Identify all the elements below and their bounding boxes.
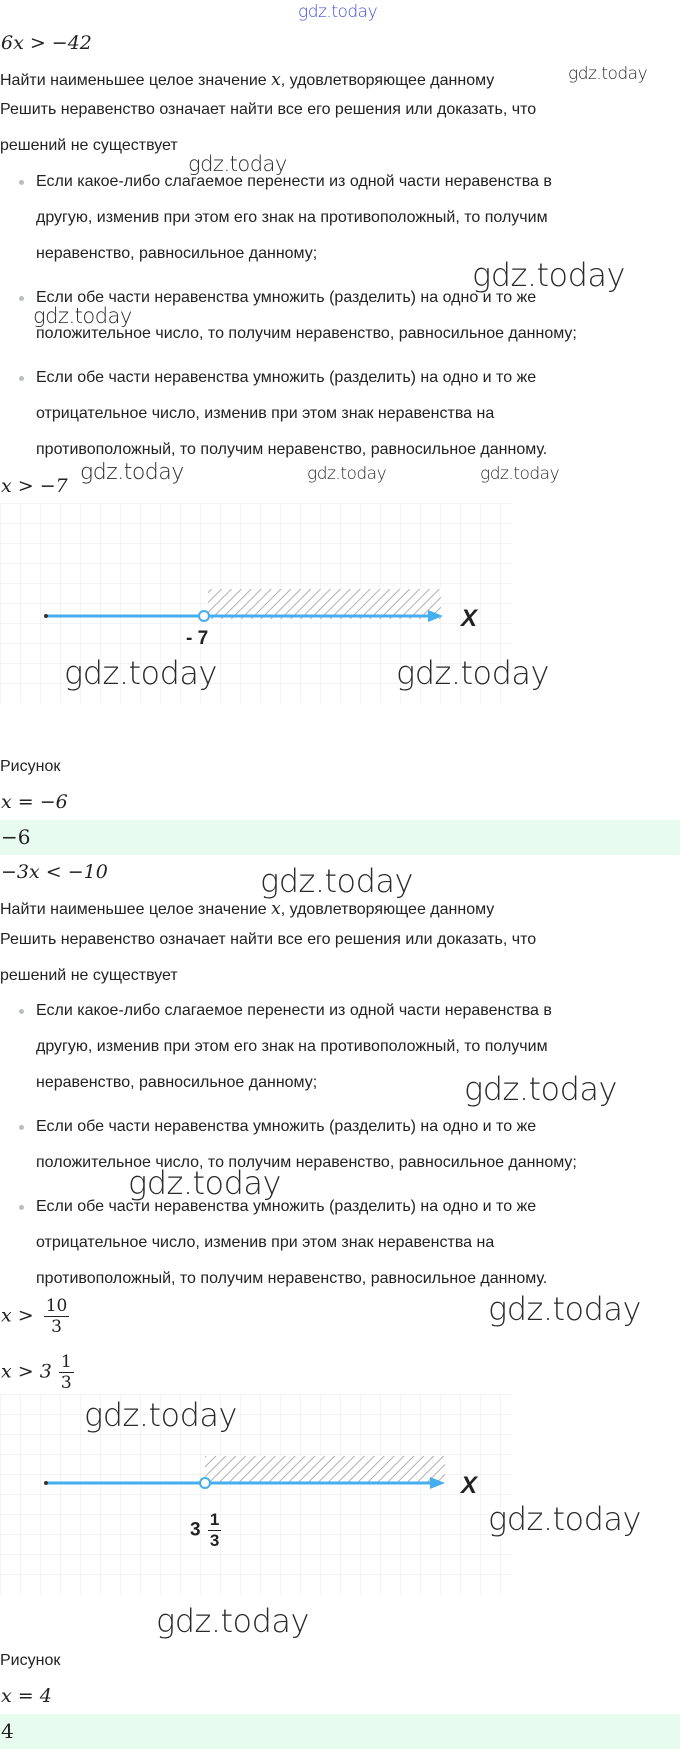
intro-2-line2: решений не существует [0, 967, 178, 984]
intro-1-line1: Решить неравенство означает найти все его решения или доказать, что [0, 101, 537, 118]
watermark: gdz.today [128, 1164, 281, 1202]
grid-background [0, 1394, 512, 1594]
task-1 [0, 70, 494, 90]
number-line-figure-2 [0, 1394, 512, 1594]
watermark: gdz.today [464, 1070, 617, 1108]
watermark: gdz.today [480, 464, 560, 484]
inequality-1: 6x > −42 [1, 32, 92, 54]
answer-box-2 [0, 1714, 680, 1749]
inequality-2: −3x < −10 [1, 861, 108, 883]
watermark: gdz.today [260, 862, 413, 900]
rule-line: Если обе части неравенства умножить (разделить) на одно и то же [36, 289, 537, 306]
fraction-denominator: 3 [209, 1531, 220, 1550]
watermark: gdz.today [156, 1602, 309, 1640]
task-1-var: x [271, 70, 281, 90]
open-point [200, 1478, 210, 1488]
rule-line: отрицательное число, изменив при этом знак неравенства на [36, 405, 495, 422]
point-fraction [208, 1510, 221, 1551]
watermark: gdz.today [188, 152, 287, 176]
task-2-end: , удовлетворяющее данному [280, 901, 495, 918]
result-1: x > −7 [1, 475, 68, 497]
fraction [59, 1352, 74, 1393]
rule-item [0, 1109, 680, 1181]
figure-caption-2: Рисунок [0, 1652, 61, 1669]
result-2a-lhs: x > [1, 1304, 34, 1327]
solution-2: x = 4 [1, 1685, 52, 1707]
rule-line: Если обе части неравенства умножить (разделить) на одно и то же [36, 1118, 537, 1135]
solution-1: x = −6 [1, 791, 68, 813]
watermark: gdz.today [307, 464, 387, 484]
axis-label-2: X [461, 1472, 478, 1499]
rule-line: Если обе части неравенства умножить (разделить) на одно и то же [36, 369, 537, 386]
rules-list-2 [0, 993, 680, 1305]
task-1-end: , удовлетворяющее данному [280, 72, 495, 89]
open-point [199, 611, 209, 621]
fraction-numerator: 1 [60, 1352, 72, 1372]
watermark: gdz.today [472, 256, 625, 294]
solution-hatch [205, 1456, 445, 1484]
site-watermark-top: gdz.today [298, 2, 378, 22]
answer-1: −6 [1, 825, 31, 849]
watermark: gdz.today [568, 64, 648, 84]
rule-line: Если обе части неравенства умножить (разделить) на одно и то же [36, 1198, 537, 1215]
rule-line: другую, изменив при этом его знак на противоположный, то получим [36, 1038, 548, 1055]
rule-line: неравенство, равносильное данному; [36, 245, 318, 262]
axis-start-dot [44, 1481, 48, 1485]
watermark: gdz.today [33, 304, 132, 328]
watermark: gdz.today [64, 654, 217, 692]
rule-line: другую, изменив при этом его знак на противоположный, то получим [36, 209, 548, 226]
rule-item [0, 360, 680, 468]
fraction-numerator: 1 [209, 1510, 220, 1529]
task-2-var: x [271, 899, 281, 919]
rule-item [0, 1189, 680, 1297]
watermark: gdz.today [396, 654, 549, 692]
intro-1-line2: решений не существует [0, 137, 178, 154]
answer-box-1 [0, 820, 680, 855]
rule-line: положительное число, то получим неравенство, равносильное данному; [36, 1154, 577, 1171]
rule-line: Если какое-либо слагаемое перенести из одной части неравенства в [36, 173, 552, 190]
fraction-denominator: 3 [60, 1373, 72, 1393]
watermark: gdz.today [488, 1290, 641, 1328]
fraction [44, 1296, 70, 1337]
point-whole: 3 [190, 1519, 201, 1541]
intro-2-line1: Решить неравенство означает найти все его решения или доказать, что [0, 931, 537, 948]
rule-line: неравенство, равносильное данному; [36, 1074, 318, 1091]
rule-line: противоположный, то получим неравенство, равносильное данному. [36, 1270, 548, 1287]
fraction-denominator: 3 [51, 1317, 62, 1337]
rule-line: положительное число, то получим неравенство, равносильное данному; [36, 325, 577, 342]
rule-line: противоположный, то получим неравенство, равносильное данному. [36, 441, 548, 458]
answer-2: 4 [1, 1719, 14, 1743]
task-2-text: Найти наименьшее целое значение [0, 901, 267, 918]
watermark: gdz.today [84, 1396, 237, 1434]
watermark: gdz.today [488, 1500, 641, 1538]
fraction-numerator: 10 [45, 1296, 68, 1316]
axis-label-1: X [461, 605, 478, 632]
result-2b [1, 1352, 74, 1393]
point-label-1: - 7 [186, 628, 209, 649]
task-1-text: Найти наименьшее целое значение [0, 72, 267, 89]
result-2a [1, 1296, 69, 1337]
result-2b-lhs: x > 3 [1, 1360, 52, 1383]
figure-caption-1: Рисунок [0, 758, 61, 775]
rule-line: Если какое-либо слагаемое перенести из одной части неравенства в [36, 1002, 552, 1019]
watermark: gdz.today [80, 460, 184, 485]
point-label-2 [190, 1510, 221, 1551]
task-2 [0, 899, 494, 919]
axis-start-dot [44, 614, 48, 618]
rule-line: отрицательное число, изменив при этом знак неравенства на [36, 1234, 495, 1251]
